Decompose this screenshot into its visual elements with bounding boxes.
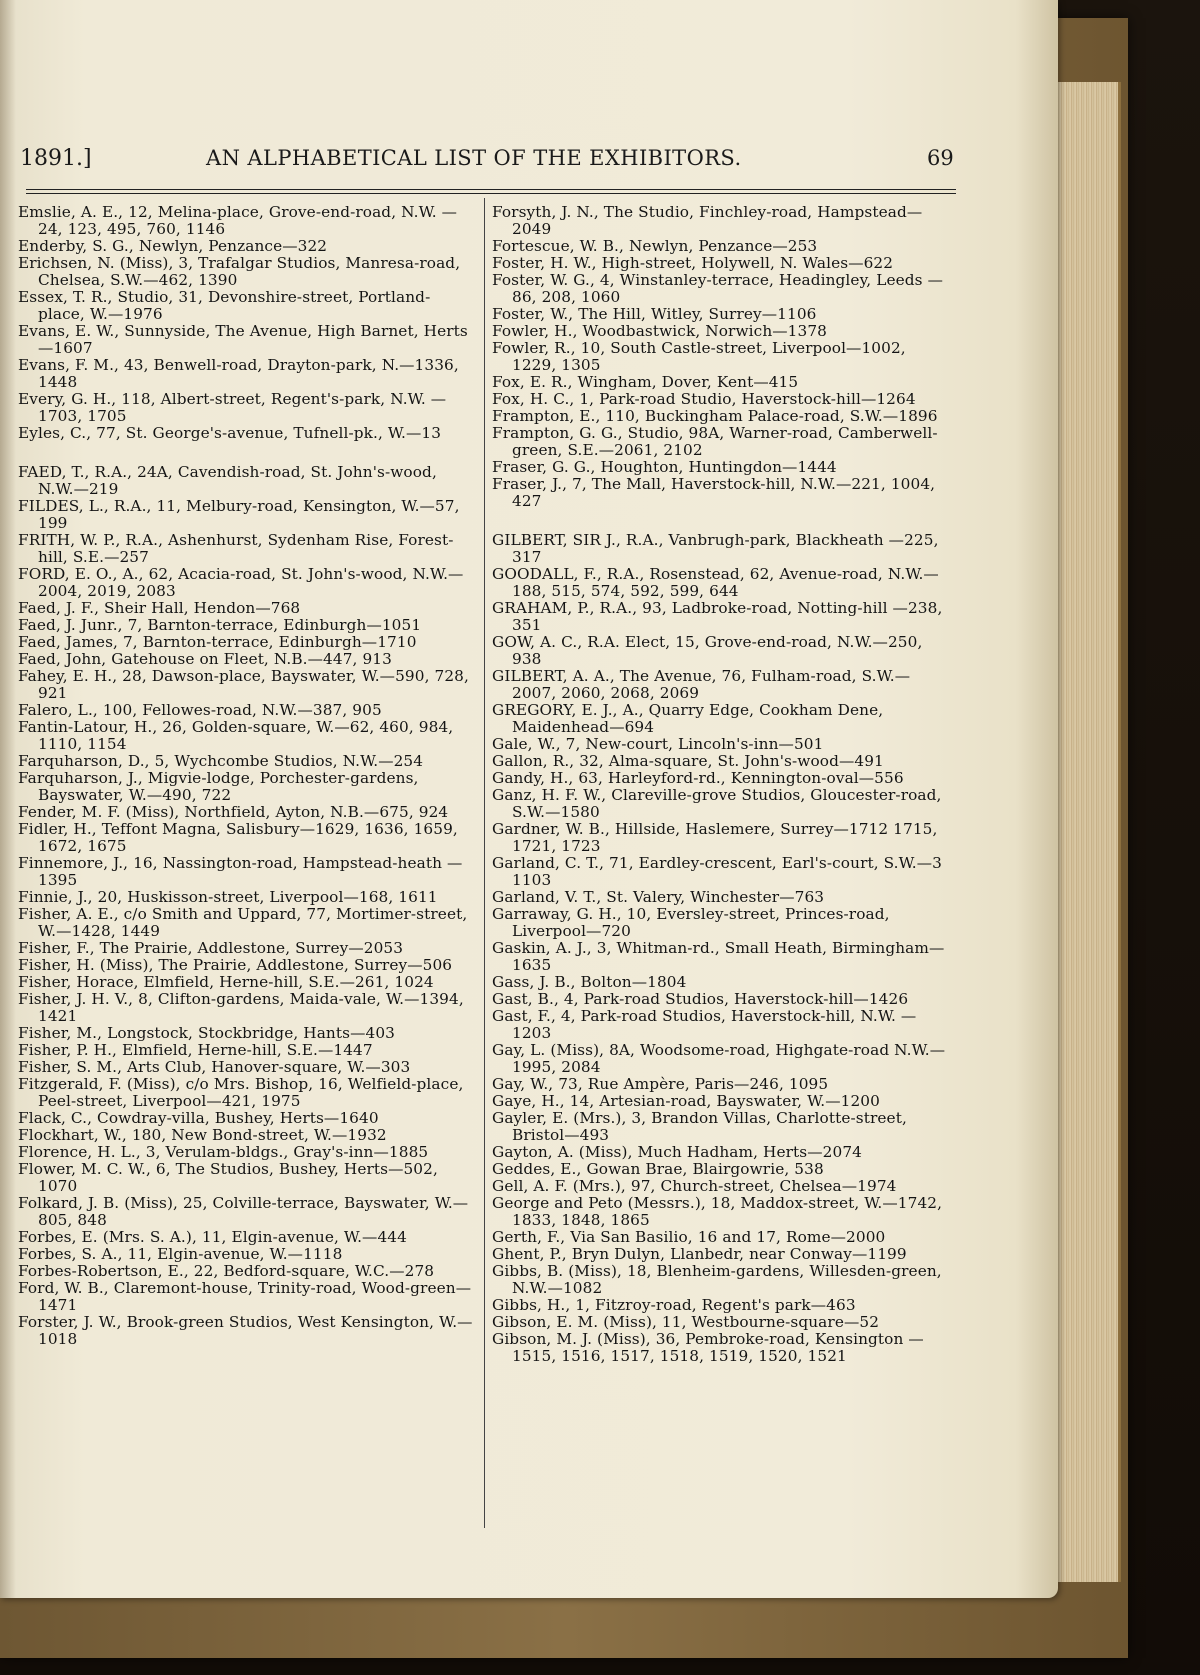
exhibitor-entry: Fisher, P. H., Elmfield, Herne-hill, S.E.—1447 xyxy=(18,1041,373,1059)
exhibitor-entry: Fraser, G. G., Houghton, Huntingdon—1444 xyxy=(492,458,837,476)
exhibitor-entry: Frampton, E., 110, Buckingham Palace-road, S.W.—1896 xyxy=(492,407,938,425)
exhibitor-entry: Garraway, G. H., 10, Eversley-street, Princes-road, Liverpool—720 xyxy=(492,905,890,940)
exhibitor-entry: Faed, J. F., Sheir Hall, Hendon—768 xyxy=(18,599,301,617)
exhibitor-entry: Fitzgerald, F. (Miss), c/o Mrs. Bishop, 16, Welfield-place, Peel-street, Liverpool—421, 1975 xyxy=(18,1075,464,1110)
exhibitor-entry: Gast, F., 4, Park-road Studios, Haverstock-hill, N.W. —1203 xyxy=(492,1007,917,1042)
exhibitor-entry: Gaskin, A. J., 3, Whitman-rd., Small Heath, Birmingham—1635 xyxy=(492,939,945,974)
exhibitor-entry: Farquharson, J., Migvie-lodge, Porchester-gardens, Bayswater, W.—490, 722 xyxy=(18,769,419,804)
exhibitor-entry: Garland, C. T., 71, Eardley-crescent, Earl's-court, S.W.—3 1103 xyxy=(492,854,942,889)
gutter-shadow xyxy=(0,0,16,1598)
exhibitor-entry: Fisher, F., The Prairie, Addlestone, Surrey—2053 xyxy=(18,939,404,957)
right-column xyxy=(492,204,947,1365)
exhibitor-entry: Erichsen, N. (Miss), 3, Trafalgar Studios, Manresa-road, Chelsea, S.W.—462, 1390 xyxy=(18,254,461,289)
exhibitor-entry: GRAHAM, P., R.A., 93, Ladbroke-road, Notting-hill —238, 351 xyxy=(492,599,943,634)
exhibitor-entry: Gale, W., 7, New-court, Lincoln's-inn—501 xyxy=(492,735,824,753)
exhibitor-entry: Gayler, E. (Mrs.), 3, Brandon Villas, Charlotte-street, Bristol—493 xyxy=(492,1109,907,1144)
exhibitor-entry: Ganz, H. F. W., Clareville-grove Studios, Gloucester-road, S.W.—1580 xyxy=(492,786,942,821)
exhibitor-entry: Fowler, H., Woodbastwick, Norwich—1378 xyxy=(492,322,827,340)
exhibitor-entry: Farquharson, D., 5, Wychcombe Studios, N.W.—254 xyxy=(18,752,424,770)
left-column xyxy=(18,204,473,1348)
page-number: 69 xyxy=(927,146,954,170)
exhibitor-entry: Gass, J. B., Bolton—1804 xyxy=(492,973,687,991)
exhibitor-entry: Faed, John, Gatehouse on Fleet, N.B.—447, 913 xyxy=(18,650,392,668)
exhibitor-entry: Fahey, E. H., 28, Dawson-place, Bayswater, W.—590, 728, 921 xyxy=(18,667,469,702)
exhibitor-entry: Gallon, R., 32, Alma-square, St. John's-wood—491 xyxy=(492,752,884,770)
exhibitor-entry: Flockhart, W., 180, New Bond-street, W.—1932 xyxy=(18,1126,387,1144)
exhibitor-entry: Finnie, J., 20, Huskisson-street, Liverpool—168, 1611 xyxy=(18,888,438,906)
exhibitor-entry: Gibbs, H., 1, Fitzroy-road, Regent's park—463 xyxy=(492,1296,856,1314)
exhibitor-entry: Finnemore, J., 16, Nassington-road, Hampstead-heath —1395 xyxy=(18,854,463,889)
exhibitor-entry: Gaye, H., 14, Artesian-road, Bayswater, W.—1200 xyxy=(492,1092,880,1110)
exhibitor-entry: Gibson, E. M. (Miss), 11, Westbourne-square—52 xyxy=(492,1313,880,1331)
exhibitor-entry: Ford, W. B., Claremont-house, Trinity-road, Wood-green—1471 xyxy=(18,1279,472,1314)
exhibitor-entry: Fowler, R., 10, South Castle-street, Liverpool—1002, 1229, 1305 xyxy=(492,339,906,374)
exhibitor-entry: Fraser, J., 7, The Mall, Haverstock-hill, N.W.—221, 1004, 427 xyxy=(492,475,936,510)
exhibitor-entry: Evans, E. W., Sunnyside, The Avenue, High Barnet, Herts—1607 xyxy=(18,322,468,357)
exhibitor-entry: Forsyth, J. N., The Studio, Finchley-road, Hampstead—2049 xyxy=(492,203,923,238)
exhibitor-entry: Fidler, H., Teffont Magna, Salisbury—1629, 1636, 1659, 1672, 1675 xyxy=(18,820,458,855)
exhibitor-entry: Geddes, E., Gowan Brae, Blairgowrie, 538 xyxy=(492,1160,824,1178)
exhibitor-entry: Forbes, E. (Mrs. S. A.), 11, Elgin-avenue, W.—444 xyxy=(18,1228,407,1246)
exhibitor-entry: Fox, E. R., Wingham, Dover, Kent—415 xyxy=(492,373,799,391)
exhibitor-entry: Flower, M. C. W., 6, The Studios, Bushey, Herts—502, 1070 xyxy=(18,1160,438,1195)
exhibitor-entry: Fantin-Latour, H., 26, Golden-square, W.—62, 460, 984, 1110, 1154 xyxy=(18,718,454,753)
exhibitor-entry: FRITH, W. P., R.A., Ashenhurst, Sydenham Rise, Forest-hill, S.E.—257 xyxy=(18,531,454,566)
exhibitor-entry: Faed, J. Junr., 7, Barnton-terrace, Edinburgh—1051 xyxy=(18,616,422,634)
exhibitor-entry: Fisher, A. E., c/o Smith and Uppard, 77, Mortimer-street, W.—1428, 1449 xyxy=(18,905,468,940)
exhibitor-entry: Falero, L., 100, Fellowes-road, N.W.—387, 905 xyxy=(18,701,382,719)
exhibitor-entry: Every, G. H., 118, Albert-street, Regent's-park, N.W. —1703, 1705 xyxy=(18,390,447,425)
header-rule-double xyxy=(26,193,956,194)
exhibitor-entry: Gibbs, B. (Miss), 18, Blenheim-gardens, Willesden-green, N.W.—1082 xyxy=(492,1262,942,1297)
exhibitor-entry: Fortescue, W. B., Newlyn, Penzance—253 xyxy=(492,237,818,255)
exhibitor-entry: Gay, L. (Miss), 8A, Woodsome-road, Highgate-road N.W.—1995, 2084 xyxy=(492,1041,946,1076)
exhibitor-entry: Ghent, P., Bryn Dulyn, Llanbedr, near Conway—1199 xyxy=(492,1245,907,1263)
exhibitor-entry: Essex, T. R., Studio, 31, Devonshire-street, Portland-place, W.—1976 xyxy=(18,288,431,323)
exhibitor-entry: Forster, J. W., Brook-green Studios, West Kensington, W.—1018 xyxy=(18,1313,473,1348)
exhibitor-entry: Gerth, F., Via San Basilio, 16 and 17, Rome—2000 xyxy=(492,1228,886,1246)
exhibitor-entry: Foster, H. W., High-street, Holywell, N. Wales—622 xyxy=(492,254,894,272)
exhibitor-entry: GREGORY, E. J., A., Quarry Edge, Cookham Dene, Maidenhead—694 xyxy=(492,701,884,736)
header-rule xyxy=(26,189,956,190)
exhibitor-entry: Fisher, H. (Miss), The Prairie, Addlestone, Surrey—506 xyxy=(18,956,453,974)
exhibitor-entry: Gayton, A. (Miss), Much Hadham, Herts—2074 xyxy=(492,1143,862,1161)
exhibitor-entry: FAED, T., R.A., 24A, Cavendish-road, St. John's-wood, N.W.—219 xyxy=(18,463,437,498)
exhibitor-entry: Gandy, H., 63, Harleyford-rd., Kennington-oval—556 xyxy=(492,769,904,787)
exhibitor-entry: Evans, F. M., 43, Benwell-road, Drayton-park, N.—1336, 1448 xyxy=(18,356,459,391)
exhibitor-entry: Fisher, J. H. V., 8, Clifton-gardens, Maida-vale, W.—1394, 1421 xyxy=(18,990,464,1025)
exhibitor-entry: Foster, W. G., 4, Winstanley-terrace, Headingley, Leeds —86, 208, 1060 xyxy=(492,271,943,306)
exhibitor-entry: Foster, W., The Hill, Witley, Surrey—1106 xyxy=(492,305,817,323)
section-gap xyxy=(492,510,947,532)
exhibitor-entry: Fender, M. F. (Miss), Northfield, Ayton, N.B.—675, 924 xyxy=(18,803,449,821)
exhibitor-entry: Gibson, M. J. (Miss), 36, Pembroke-road, Kensington —1515, 1516, 1517, 1518, 1519, 1520, 1521 xyxy=(492,1330,924,1365)
exhibitor-entry: Flack, C., Cowdray-villa, Bushey, Herts—1640 xyxy=(18,1109,379,1127)
exhibitor-entry: Fisher, M., Longstock, Stockbridge, Hants—403 xyxy=(18,1024,395,1042)
running-head-year: 1891.] xyxy=(20,146,92,171)
exhibitor-entry: Florence, H. L., 3, Verulam-bldgs., Gray's-inn—1885 xyxy=(18,1143,429,1161)
exhibitor-entry: Forbes-Robertson, E., 22, Bedford-square, W.C.—278 xyxy=(18,1262,435,1280)
exhibitor-entry: Garland, V. T., St. Valery, Winchester—763 xyxy=(492,888,825,906)
exhibitor-entry: GILBERT, SIR J., R.A., Vanbrugh-park, Blackheath —225, 317 xyxy=(492,531,939,566)
exhibitor-entry: Folkard, J. B. (Miss), 25, Colville-terrace, Bayswater, W.—805, 848 xyxy=(18,1194,469,1229)
exhibitor-entry: Emslie, A. E., 12, Melina-place, Grove-end-road, N.W. —24, 123, 495, 760, 1146 xyxy=(18,203,458,238)
section-gap xyxy=(18,442,473,464)
exhibitor-entry: Gardner, W. B., Hillside, Haslemere, Surrey—1712 1715, 1721, 1723 xyxy=(492,820,938,855)
exhibitor-entry: Forbes, S. A., 11, Elgin-avenue, W.—1118 xyxy=(18,1245,343,1263)
exhibitor-entry: GOODALL, F., R.A., Rosenstead, 62, Avenue-road, N.W.—188, 515, 574, 592, 599, 644 xyxy=(492,565,939,600)
exhibitor-entry: FORD, E. O., A., 62, Acacia-road, St. John's-wood, N.W.—2004, 2019, 2083 xyxy=(18,565,464,600)
exhibitor-entry: Enderby, S. G., Newlyn, Penzance—322 xyxy=(18,237,328,255)
exhibitor-entry: Fox, H. C., 1, Park-road Studio, Haverstock-hill—1264 xyxy=(492,390,916,408)
exhibitor-entry: FILDES, L., R.A., 11, Melbury-road, Kensington, W.—57, 199 xyxy=(18,497,460,532)
exhibitor-entry: Gast, B., 4, Park-road Studios, Haverstock-hill—1426 xyxy=(492,990,909,1008)
exhibitor-entry: Gell, A. F. (Mrs.), 97, Church-street, Chelsea—1974 xyxy=(492,1177,897,1195)
exhibitor-entry: George and Peto (Messrs.), 18, Maddox-street, W.—1742, 1833, 1848, 1865 xyxy=(492,1194,943,1229)
exhibitor-entry: GILBERT, A. A., The Avenue, 76, Fulham-road, S.W.—2007, 2060, 2068, 2069 xyxy=(492,667,911,702)
exhibitor-entry: GOW, A. C., R.A. Elect, 15, Grove-end-road, N.W.—250, 938 xyxy=(492,633,923,668)
exhibitor-entry: Gay, W., 73, Rue Ampère, Paris—246, 1095 xyxy=(492,1075,829,1093)
page-edges xyxy=(1052,82,1121,1582)
exhibitor-entry: Fisher, Horace, Elmfield, Herne-hill, S.E.—261, 1024 xyxy=(18,973,434,991)
running-head-title: AN ALPHABETICAL LIST OF THE EXHIBITORS. xyxy=(206,146,742,170)
exhibitor-entry: Frampton, G. G., Studio, 98A, Warner-road, Camberwell-green, S.E.—2061, 2102 xyxy=(492,424,938,459)
exhibitor-entry: Eyles, C., 77, St. George's-avenue, Tufnell-pk., W.—13 xyxy=(18,424,442,442)
column-divider xyxy=(484,198,485,1528)
exhibitor-entry: Faed, James, 7, Barnton-terrace, Edinburgh—1710 xyxy=(18,633,417,651)
exhibitor-entry: Fisher, S. M., Arts Club, Hanover-square, W.—303 xyxy=(18,1058,411,1076)
